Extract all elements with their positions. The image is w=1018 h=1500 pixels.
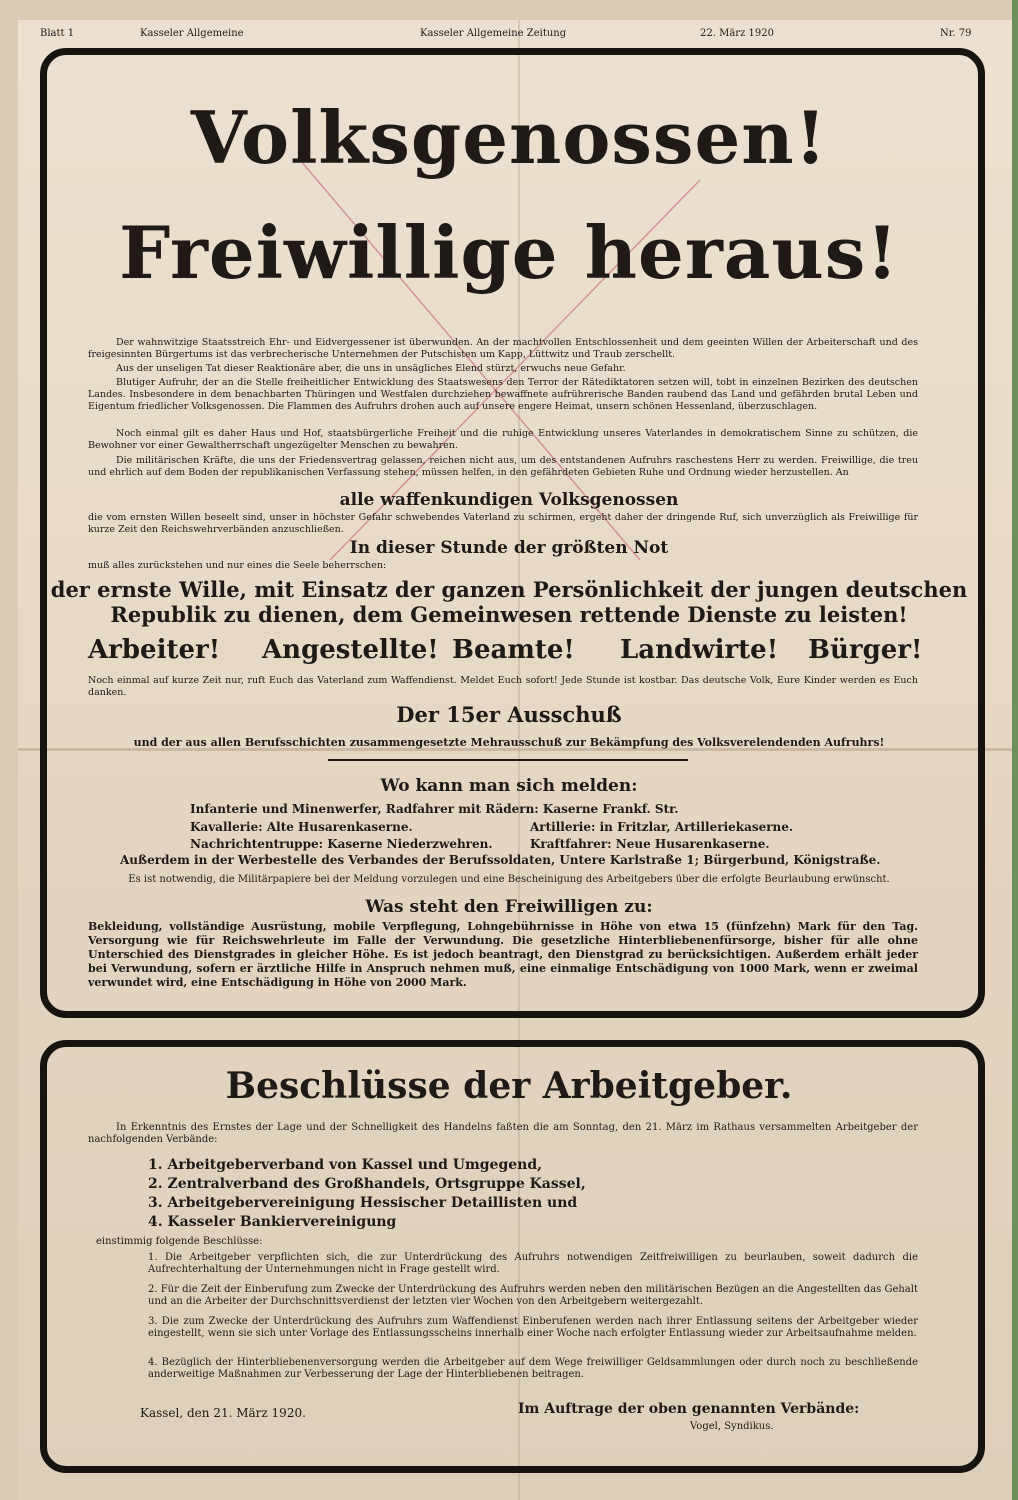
call-row [0, 635, 1018, 669]
paragraph-4: Noch einmal gilt es daher Haus und Hof, staatsbürgerliche Freiheit und die ruhige Entwicklung unseres Vaterlandes in demokratischem Sinne zu schützen, die Bewohner vor einer Gewaltherrschaft ungezügelter Menschen zu bewahren. [88, 428, 918, 451]
signature-15er-ausschuss: Der 15er Ausschuß [396, 702, 622, 727]
masthead-paper: Kasseler Allgemeine Zeitung [420, 28, 567, 39]
masthead-date: 22. März 1920 [700, 28, 774, 39]
headline-freiwillige: Freiwillige heraus! [119, 210, 899, 295]
paragraph-2: Aus der unseligen Tat dieser Reaktionäre aber, die uns in unsägliches Elend stürzt, erwuchs neue Gefahr. [116, 363, 626, 374]
heading-stunde: In dieser Stunde der größten Not [349, 538, 669, 558]
call-landwirte: Landwirte! [620, 635, 779, 665]
enlist-signals: Nachrichtentruppe: Kaserne Niederzwehren. [190, 837, 493, 851]
unanimous-label: einstimmig folgende Beschlüsse: [96, 1236, 263, 1247]
enlist-infantry: Infanterie und Minenwerfer, Radfahrer mit Rädern: Kaserne Frankf. Str. [190, 802, 679, 816]
call-buerger: Bürger! [808, 635, 923, 665]
appeal-line-2: Republik zu dienen, dem Gemeinwesen rettende Dienste zu leisten! [110, 602, 908, 627]
paragraph-7: muß alles zurückstehen und nur eines die Seele beherrschen: [88, 560, 387, 571]
call-angestellte: Angestellte! [262, 635, 439, 665]
enlist-drivers: Kraftfahrer: Neue Husarenkaserne. [530, 837, 770, 851]
benefits-text: Bekleidung, vollständige Ausrüstung, mobile Verpflegung, Lohngebührnisse in Höhe von etwa 15 (fünfzehn) Mark für den Tag. Versorgung wie für Reichswehrleute im Falle der Verwundung. Die gesetzliche Hinterbliebenenfürsorge, bisher für alle ohne Unterschied des Dienstgrades in gleicher Höhe. Es ist jedoch beantragt, den Dienstgrad zu berücksichtigen. Außerdem erhält jeder bei Verwundung, sofern er ärztliche Hilfe in Anspruch nehmen muß, eine einmalige Entschädigung von 1000 Mark, wenn er zweimal verwundet wird, eine Entschädigung in Höhe von 2000 Mark. [88, 920, 918, 989]
heading-leistungen: Was steht den Freiwilligen zu: [365, 897, 653, 917]
enlist-note: Es ist notwendig, die Militärpapiere bei der Meldung vorzulegen und eine Bescheinigung des Arbeitgebers über die erfolgte Beurlaubung erwünscht. [128, 874, 890, 885]
enlist-other: Außerdem in der Werbestelle des Verbandes der Berufssoldaten, Untere Karlstraße 1; Bürgerbund, Königstraße. [120, 853, 881, 867]
divider-rule [328, 759, 688, 761]
org-4: 4. Kasseler Bankiervereinigung [148, 1214, 397, 1230]
masthead-issue: Nr. 79 [940, 28, 972, 39]
resolution-2: 2. Für die Zeit der Einberufung zum Zwecke der Unterdrückung des Aufruhrs werden neben den militärischen Bezügen an die Angestellten das Gehalt und an die Arbeiter der Durchschnittsverdienst der letzten vier Wochen von den Arbeitgebern weitergezahlt. [148, 1284, 918, 1307]
heading-melden: Wo kann man sich melden: [380, 776, 638, 796]
employer-title: Beschlüsse der Arbeitgeber. [225, 1065, 793, 1107]
place-date: Kassel, den 21. März 1920. [140, 1406, 306, 1420]
paragraph-1: Der wahnwitzige Staatsstreich Ehr- und Eidvergessener ist überwunden. An der machtvollen Entschlossenheit und dem geeinten Willen der Arbeiterschaft und des freigesinnten Bürgertums ist das verbrecherische Unternehmen der Putschisten um Kapp, Lüttwitz und Traub zerschellt. [88, 337, 918, 360]
resolution-4: 4. Bezüglich der Hinterbliebenenversorgung werden die Arbeitgeber auf dem Wege freiwilliger Geldsammlungen oder durch noch zu beschließende anderweitige Maßnahmen zur Verbesserung der Lage der Hinterbliebenen beitragen. [148, 1357, 918, 1380]
headline-volksgenossen: Volksgenossen! [190, 95, 828, 180]
employer-intro: In Erkenntnis des Ernstes der Lage und der Schnelligkeit des Handelns faßten die am Sonntag, den 21. März im Rathaus versammelten Arbeitgeber der nachfolgenden Verbände: [88, 1122, 918, 1145]
appeal-line-1: der ernste Wille, mit Einsatz der ganzen Persönlichkeit der jungen deutschen [50, 577, 968, 602]
masthead-sheet: Blatt 1 [40, 28, 75, 39]
resolution-3: 3. Die zum Zwecke der Unterdrückung des Aufruhrs zum Waffendienst Einberufenen werden nach ihrer Entlassung seitens der Arbeitgeber wieder eingestellt, wenn sie sich unter Vorlage des Entlassungsscheins innerhalb einer Woche nach erfolgter Entlassung wieder zur Arbeitsaufnahme melden. [148, 1316, 918, 1339]
paragraph-6: die vom ernsten Willen beseelt sind, unser in höchster Gefahr schwebendes Vaterland zu schirmen, ergeht daher der dringende Ruf, sich unverzüglich als Freiwillige für kurze Zeit den Reichswehrverbänden anzuschließen. [88, 512, 918, 535]
masthead-sub: Kasseler Allgemeine [140, 28, 244, 39]
authority-line: Im Auftrage der oben genannten Verbände: [518, 1401, 860, 1417]
call-arbeiter: Arbeiter! [88, 635, 221, 665]
paragraph-8: Noch einmal auf kurze Zeit nur, ruft Euch das Vaterland zum Waffendienst. Meldet Euch sofort! Jede Stunde ist kostbar. Das deutsche Volk, Eure Kinder werden es Euch danken. [88, 675, 918, 698]
paragraph-3: Blutiger Aufruhr, der an die Stelle freiheitlicher Entwicklung des Staatswesens den Terror der Rätediktatoren setzen will, tobt in einzelnen Bezirken des deutschen Landes. Insbesondere in dem benachbarten Thüringen und Westfalen durchziehen bewaffnete aufrührerische Banden raubend das Land und gefährden brutal Leben und Eigentum friedlicher Volksgenossen. Die Flammen des Aufruhrs drohen auch auf unsere engere Heimat, unsern schönen Hessenland, überzuschlagen. [88, 377, 918, 412]
enlist-cavalry: Kavallerie: Alte Husarenkaserne. [190, 820, 413, 834]
org-3: 3. Arbeitgebervereinigung Hessischer Detaillisten und [148, 1195, 578, 1211]
paragraph-5: Die militärischen Kräfte, die uns der Friedensvertrag gelassen, reichen nicht aus, um des entstandenen Aufruhrs raschestens Herr zu werden. Freiwillige, die treu und ehrlich auf dem Boden der republikanischen Verfassung stehen, müssen helfen, in den gefährdeten Gebieten Ruhe und Ordnung wieder herzustellen. An [88, 455, 918, 478]
signature-mehrausschuss: und der aus allen Berufsschichten zusammengesetzte Mehrausschuß zur Bekämpfung des Volksverelendenden Aufruhrs! [133, 736, 885, 749]
signer: Vogel, Syndikus. [690, 1421, 774, 1432]
resolution-1: 1. Die Arbeitgeber verpflichten sich, die zur Unterdrückung des Aufruhrs notwendigen Zeitfreiwilligen zu beurlauben, soweit dadurch die Aufrechterhaltung der Unternehmungen nicht in Frage gestellt wird. [148, 1252, 918, 1275]
org-1: 1. Arbeitgeberverband von Kassel und Umgegend, [148, 1157, 543, 1173]
heading-waffenkundige: alle waffenkundigen Volksgenossen [339, 490, 679, 510]
masthead [40, 28, 975, 42]
org-2: 2. Zentralverband des Großhandels, Ortsgruppe Kassel, [148, 1176, 586, 1192]
enlist-artillery: Artillerie: in Fritzlar, Artilleriekaserne. [530, 820, 794, 834]
call-beamte: Beamte! [452, 635, 575, 665]
